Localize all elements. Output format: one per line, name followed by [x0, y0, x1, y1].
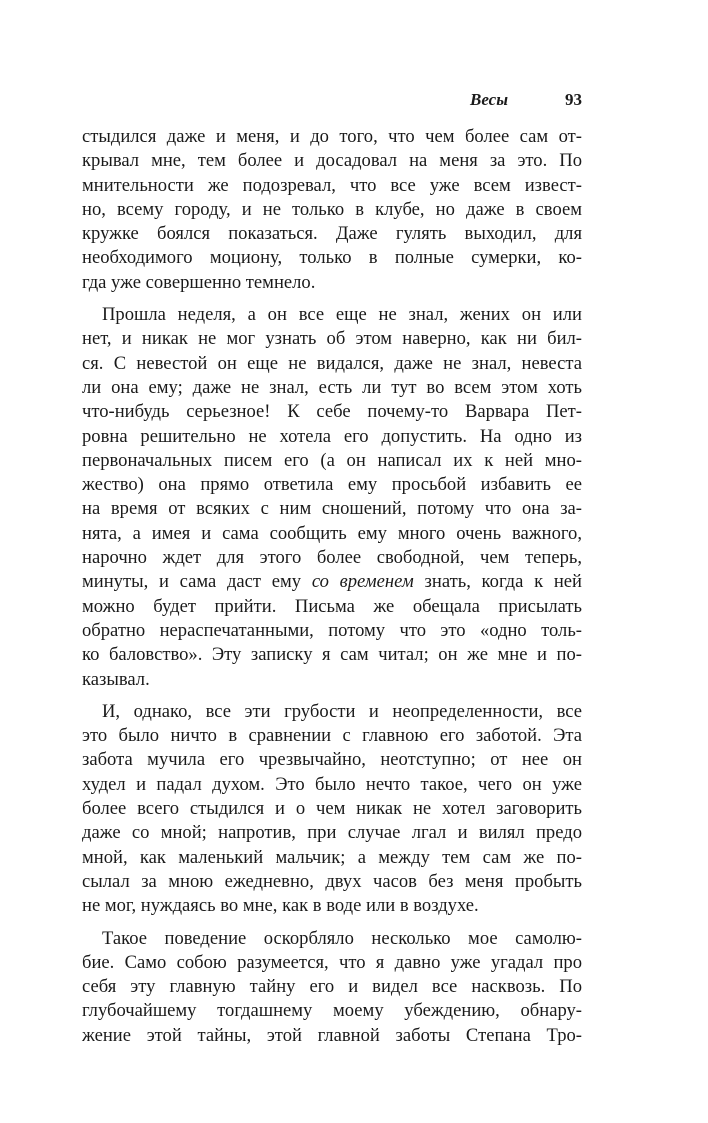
- text-line: первоначальных писем его (а он написал их к ней мно-: [82, 449, 582, 471]
- text-line: бие. Само собою разумеется, что я давно уже угадал про: [82, 951, 582, 973]
- text-line: гда уже совершенно темнело.: [82, 271, 316, 293]
- text-line: казывал.: [82, 668, 150, 690]
- paragraph-gap: [82, 295, 582, 303]
- text-line: нята, а имея и сама сообщить ему много очень важного,: [82, 522, 582, 544]
- text-line: ровна решительно не хотела его допустить. На одно из: [82, 425, 582, 447]
- paragraph-1: [82, 125, 582, 295]
- paragraph-4: [82, 927, 582, 1048]
- text-body: [82, 125, 582, 1048]
- text-line: нет, и никак не мог узнать об этом наверно, как ни бил-: [82, 328, 582, 350]
- text-line: на время от всяких с ним сношений, потому что она за-: [82, 498, 582, 520]
- text-line: обратно нераспечатанными, потому что это «одно толь-: [82, 619, 582, 641]
- text-line: стыдился даже и меня, и до того, что чем более сам от-: [82, 126, 582, 147]
- text-line: необходимого моциону, только в полные сумерки, ко-: [82, 247, 582, 269]
- paragraph-2: [82, 303, 582, 692]
- text-line: И, однако, все эти грубости и неопределенности, все: [102, 700, 582, 722]
- text-line: забота мучила его чрезвычайно, неотступно; от нее он: [82, 749, 582, 771]
- text-fragment: минуты, и сама даст ему: [82, 571, 312, 593]
- text-line: сылал за мною ежедневно, двух часов без меня пробыть: [82, 870, 582, 892]
- text-line: Прошла неделя, а он все еще не знал, жених он или: [102, 304, 582, 326]
- page-number: 93: [565, 90, 582, 109]
- text-line: это было ничто в сравнении с главною его заботой. Эта: [82, 725, 582, 747]
- italic-phrase: со временем: [311, 571, 414, 593]
- text-line: ли она ему; даже не знал, есть ли тут во всем этом хоть: [82, 376, 582, 398]
- paragraph-gap: [82, 919, 582, 927]
- text-line: даже со мной; напротив, при случае лгал и вилял предо: [82, 822, 582, 844]
- text-line: мной, как маленький мальчик; а между тем сам же по-: [82, 846, 582, 868]
- text-line: можно будет прийти. Письма же обещала присылать: [82, 595, 582, 617]
- text-line: мнительности же подозревал, что все уже всем извест-: [82, 174, 582, 196]
- text-line: что-нибудь серьезное! К себе почему-то Варвара Пет-: [82, 401, 582, 423]
- text-line: кружке боялся показаться. Даже гулять выходил, для: [82, 223, 582, 245]
- text-line: глубочайшему тогдашнему моему убеждению, обнару-: [82, 1000, 582, 1022]
- running-head: [82, 90, 582, 116]
- text-fragment: знать, когда к ней: [413, 571, 582, 593]
- text-line: жение этой тайны, этой главной заботы Степана Тро-: [82, 1024, 582, 1046]
- running-title: Весы: [469, 90, 508, 109]
- text-line: нарочно ждет для этого более свободной, чем теперь,: [82, 547, 582, 569]
- text-line: не мог, нуждаясь во мне, как в воде или в воздухе.: [82, 895, 479, 917]
- text-line: жество) она прямо ответила ему просьбой избавить ее: [82, 474, 582, 496]
- text-line: более всего стыдился и о чем никак не хотел заговорить: [82, 798, 582, 820]
- paragraph-3: [82, 700, 582, 919]
- text-line: но, всему городу, и не только в клубе, но даже в своем: [82, 198, 582, 220]
- text-line-with-italic: [82, 570, 582, 594]
- text-line: ко баловство». Эту записку я сам читал; он же мне и по-: [82, 644, 582, 666]
- text-line: худел и падал духом. Это было нечто такое, чего он уже: [82, 773, 582, 795]
- text-line: крывал мне, тем более и досадовал на меня за это. По: [82, 150, 582, 172]
- text-line: Такое поведение оскорбляло несколько мое самолю-: [102, 927, 582, 949]
- text-line: ся. С невестой он еще не видался, даже не знал, невеста: [82, 352, 582, 374]
- text-line: себя эту главную тайну его и видел все насквозь. По: [82, 976, 582, 998]
- paragraph-gap: [82, 692, 582, 700]
